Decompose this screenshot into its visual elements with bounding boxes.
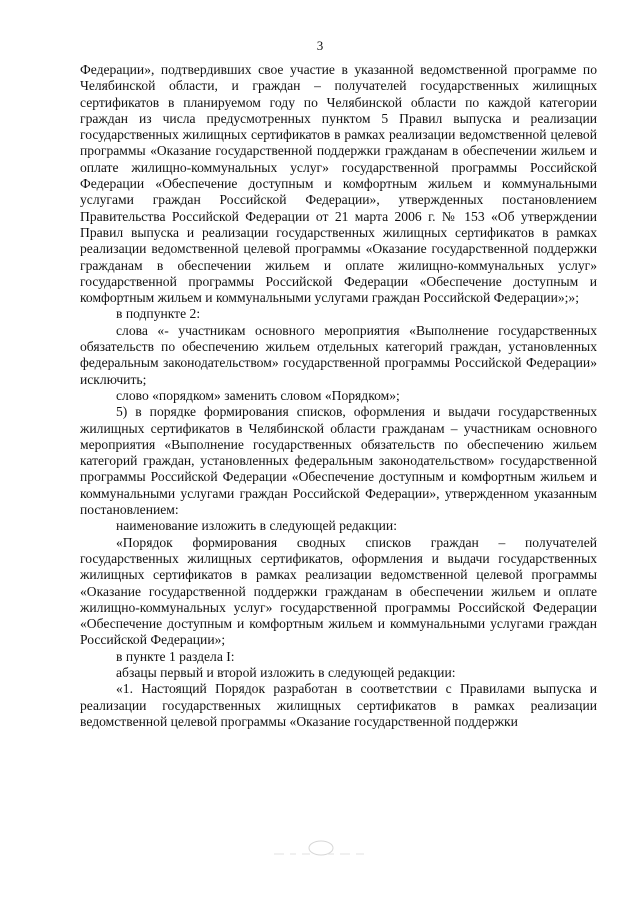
paragraph: слова «- участникам основного мероприятия «Выполнение государственных обязательств по обеспечению жильем отдельных категорий граждан, установленных федеральным законодательством» государственной программы Российской Федерации» исключить; <box>80 322 597 387</box>
paragraph: слово «порядком» заменить словом «Порядком»; <box>116 387 400 403</box>
paragraph: в подпункте 2: <box>116 306 201 322</box>
paragraph: 5) в порядке формирования списков, оформления и выдачи государственных жилищных сертификатов в Челябинской области гражданам – участникам основного мероприятия «Выполнение государственных обязательств по обеспечению жильем категорий граждан, установленных федеральным законодательством» государственной программы Российской Федерации «Обеспечение доступным и комфортным жильем и коммунальными услугами граждан Российской Федерации», утвержденном указанным постановлением: <box>80 404 597 518</box>
paragraph: «1. Настоящий Порядок разработан в соответствии с Правилами выпуска и реализации государственных жилищных сертификатов в рамках реализации ведомственной целевой программы «Оказание государственной поддержки <box>80 681 597 729</box>
faint-stamp-mark-icon <box>266 828 376 868</box>
paragraph: абзацы первый и второй изложить в следующей редакции: <box>116 664 456 680</box>
paragraph: Федерации», подтвердивших свое участие в указанной ведомственной программе по Челябинской области, и граждан – получателей государственных жилищных сертификатов в планируемом году по Челябинской области по каждой категории граждан из числа предусмотренных пунктом 5 Правил выпуска и реализации государственных жилищных сертификатов в рамках реализации ведомственной целевой программы «Оказание государственной поддержки гражданам в обеспечении жильем и оплате жилищно-коммунальных услуг» государственной программы Российской Федерации «Обеспечение доступным и комфортным жильем и коммунальными услугами граждан Российской Федерации», утвержденных постановлением Правительства Российской Федерации от 21 марта 2006 г. № 153 «Об утверждении Правил выпуска и реализации государственных жилищных сертификатов в рамках реализации ведомственной целевой программы «Оказание государственной поддержки гражданам в обеспечении жильем и оплате жилищно-коммунальных услуг» государственной программы Российской Федерации «Обеспечение доступным и комфортным жильем и коммунальными услугами граждан Российской Федерации»;»; <box>80 62 597 306</box>
paragraph: наименование изложить в следующей редакции: <box>116 518 397 534</box>
paragraph: «Порядок формирования сводных списков граждан – получателей государственных жилищных сертификатов, оформления и выдачи государственных жилищных сертификатов в рамках реализации ведомственной целевой программы «Оказание государственной поддержки гражданам в обеспечении жильем и оплате жилищно-коммунальных услуг» государственной программы Российской Федерации «Обеспечение доступным и комфортным жильем и коммунальными услугами граждан Российской Федерации»; <box>80 534 597 648</box>
paragraph: в пункте 1 раздела I: <box>116 648 235 664</box>
document-body <box>80 62 597 730</box>
page-number: 3 <box>316 38 324 53</box>
